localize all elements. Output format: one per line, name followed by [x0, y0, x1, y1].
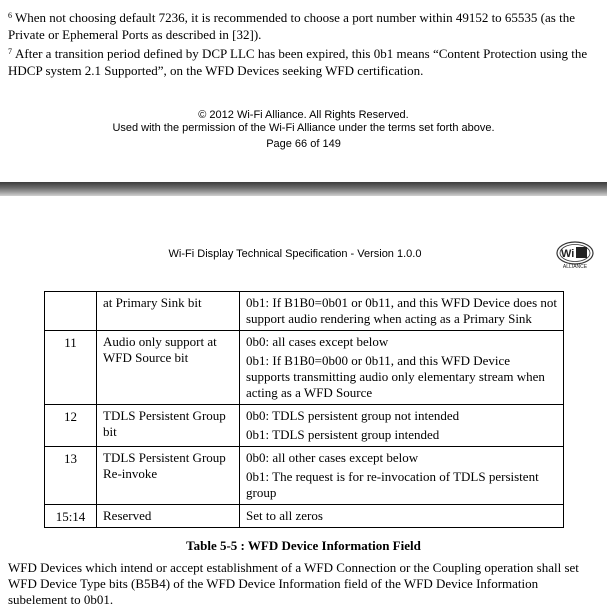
logo-subtext: ALLIANCE — [562, 264, 588, 270]
field-name-cell: Reserved — [97, 505, 240, 528]
table-caption: Table 5-5 : WFD Device Information Field — [186, 538, 421, 553]
description-line: Set to all zeros — [246, 508, 323, 523]
description-line: 0b1: If B1B0=0b00 or 0b11, and this WFD Device supports transmitting audio only elementary stream when acting as a WFD Source — [246, 353, 545, 400]
table-row — [45, 331, 564, 405]
wifi-alliance-logo-icon — [555, 240, 595, 270]
description-line: 0b1: If B1B0=0b01 or 0b11, and this WFD Device does not support audio rendering when acting as a Primary Sink — [246, 295, 557, 326]
logo-text: Wi Fi — [561, 248, 588, 260]
footnote-mark: 6 — [8, 11, 12, 20]
table-row — [45, 505, 564, 528]
body-paragraph: WFD Devices which intend or accept establishment of a WFD Connection or the Coupling operation shall set WFD Device Type bits (B5B4) of the WFD Device Information field of the WFD Device Information subelement to 0b01. — [8, 560, 579, 607]
bits-cell: 15:14 — [45, 505, 97, 528]
description-cell — [240, 331, 564, 405]
footnote-text: After a transition period defined by DCP LLC has been expired, this 0b1 means “Content Protection using the HDCP system 2.1 Supported”, on the WFD Devices seeking WFD certification. — [8, 46, 588, 78]
table-row — [45, 447, 564, 505]
table-row — [45, 405, 564, 447]
footnote-text: When not choosing default 7236, it is recommended to choose a port number within 49152 to 65535 (as the Private or Ephemeral Ports as described in [32]). — [8, 10, 575, 42]
footnote-6 — [8, 9, 600, 43]
description-cell — [240, 447, 564, 505]
bits-cell: 11 — [45, 331, 97, 405]
footnote-7 — [8, 45, 600, 79]
description-line: 0b1: TDLS persistent group intended — [246, 427, 440, 442]
bits-cell: 13 — [45, 447, 97, 505]
description-cell — [240, 292, 564, 331]
footer-permission: Used with the permission of the Wi-Fi Alliance under the terms set forth above. — [112, 122, 495, 134]
footer-copyright: © 2012 Wi-Fi Alliance. All Rights Reserved. — [198, 109, 409, 121]
footnote-mark: 7 — [8, 47, 12, 56]
description-line: 0b0: all other cases except below — [246, 450, 419, 465]
field-name-cell: Audio only support at WFD Source bit — [97, 331, 240, 405]
description-line: 0b0: all cases except below — [246, 334, 389, 349]
footer-page-number: Page 66 of 149 — [266, 138, 341, 150]
field-name-cell: TDLS Persistent Group bit — [97, 405, 240, 447]
description-cell — [240, 405, 564, 447]
field-name-cell: at Primary Sink bit — [97, 292, 240, 331]
description-line: 0b1: The request is for re-invocation of TDLS persistent group — [246, 469, 539, 500]
description-line: 0b0: TDLS persistent group not intended — [246, 408, 460, 423]
field-name-cell: TDLS Persistent Group Re-invoke — [97, 447, 240, 505]
bits-cell: 12 — [45, 405, 97, 447]
page-separator — [0, 182, 607, 196]
previous-page — [0, 0, 607, 182]
header-title: Wi-Fi Display Technical Specification - Version 1.0.0 — [168, 248, 422, 260]
bits-cell — [45, 292, 97, 331]
description-cell — [240, 505, 564, 528]
table-row — [45, 292, 564, 331]
wfd-device-info-table — [44, 291, 564, 528]
